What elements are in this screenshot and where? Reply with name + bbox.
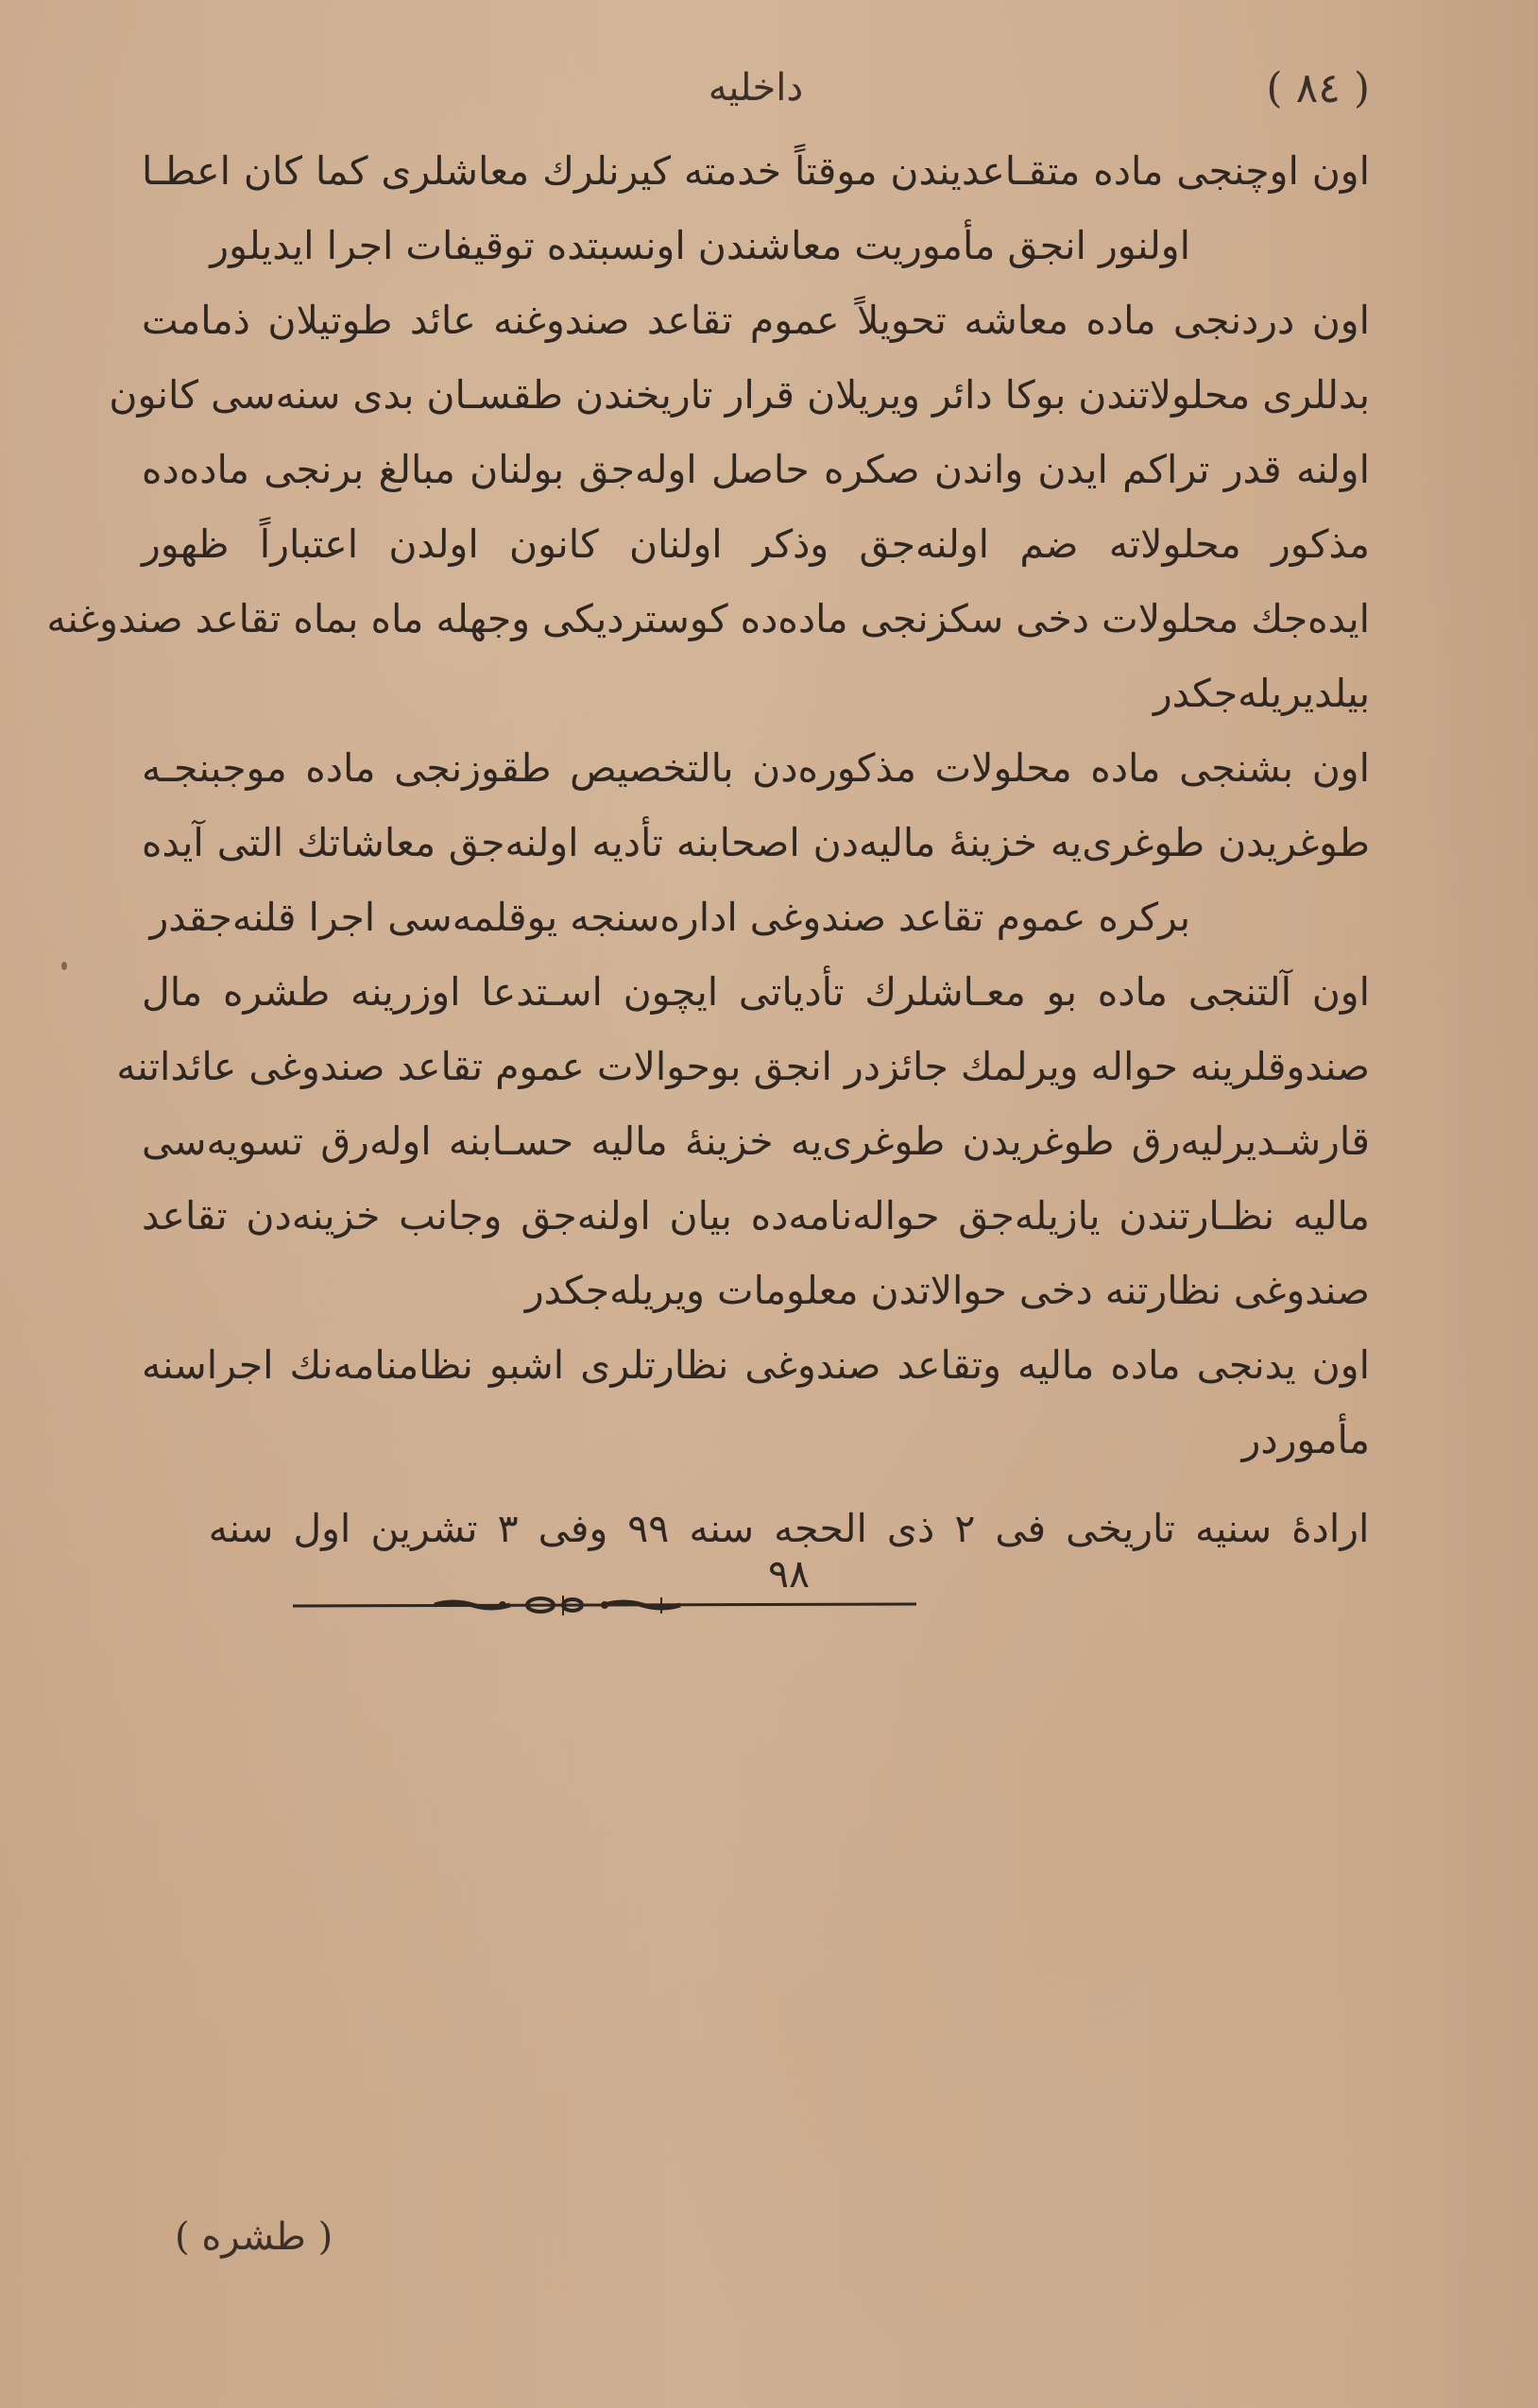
article-16 [116, 955, 1370, 1328]
text-line: اون یدنجی ماده مالیه وتقاعد صندوغی نظارتلری اشبو نظامنامه‌نك اجراسنه [142, 1342, 1370, 1388]
text-line: صندوغی نظارتنه دخی حوالاتدن معلومات ویریله‌جکدر [524, 1268, 1370, 1313]
article-15 [142, 731, 1370, 955]
text-line: صندوقلرینه حواله ویرلمك جائزدر انجق بوحوالات عموم تقاعد صندوغی عائداتنه [116, 1044, 1370, 1089]
text-line: مالیه نظـارتندن یازیله‌جق حواله‌نامه‌ده بیان اولنه‌جق وجانب خزینه‌دن تقاعد [142, 1193, 1370, 1238]
text-line: ایده‌جك محلولات دخی سکزنجی ماده‌ده کوستردیکی وجهله ماه بماه تقاعد صندوغنه [46, 596, 1370, 641]
page-number: ( ٨٤ ) [1266, 64, 1370, 112]
text-line: قارشـدیرلیه‌رق طوغریدن طوغری‌یه خزینهٔ مالیه حسـابنه اوله‌رق تسویه‌سی [142, 1119, 1370, 1164]
text-line: اون اوچنجی ماده متقـاعدیندن موقتاً خدمته کیرنلرك معاشلری کما کان اعطـا [142, 148, 1370, 194]
catchword: ( طشره ) [175, 2215, 333, 2259]
ink-speck [61, 962, 67, 970]
book-page [46, 57, 1370, 1597]
text-line: اون دردنجی ماده معاشه تحویلاً عموم تقاعد صندوغنه عائد طوتیلان ذمامت [142, 298, 1370, 343]
text-line: اولنه قدر تراکم ایدن واندن صکره حاصل اوله‌جق بولنان مبالغ برنجی ماده‌ده [142, 447, 1370, 492]
text-line: مأموردر [1241, 1417, 1370, 1462]
article-13 [142, 134, 1370, 283]
ornamental-divider-icon [293, 1590, 916, 1618]
text-line: برکره عموم تقاعد صندوغی اداره‌سنجه یوقلمه‌سی اجرا قلنه‌جقدر [149, 895, 1190, 940]
article-14 [46, 283, 1370, 731]
article-17 [142, 1328, 1370, 1477]
text-line: اولنور انجق مأموریت معاشندن اونسبتده توقیفات اجرا ایدیلور [210, 223, 1190, 268]
decree-date-line: ارادهٔ سنیه تاریخی فی ٢ ذی الحجه سنه ٩٩ وفی ٣ تشرین اول سنه ٩٨ [208, 1506, 1370, 1597]
text-line: اون بشنجی ماده محلولات مذکوره‌دن بالتخصیص طقوزنجی ماده موجبنجـه [142, 745, 1370, 791]
text-line: بدللری محلولاتندن بوکا دائر ویریلان قرار تاریخندن طقسـان بدی سنه‌سی کانون [109, 372, 1370, 418]
body-text [46, 134, 1370, 1477]
text-line: بیلدیریله‌جکدر [1153, 671, 1370, 716]
running-head: داخليه [708, 66, 804, 110]
text-line: طوغریدن طوغری‌یه خزینهٔ مالیه‌دن اصحابنه تأدیه اولنه‌جق معاشاتك التی آیده [142, 820, 1370, 865]
page-header [142, 57, 1370, 132]
text-line: مذکور محلولاته ضم اولنه‌جق وذکر اولنان کانون اولدن اعتباراً ظهور [142, 521, 1370, 567]
text-line: اون آلتنجی ماده بو معـاشلرك تأدیاتی ایچون اسـتدعا اوزرینه طشره مال [142, 969, 1370, 1015]
